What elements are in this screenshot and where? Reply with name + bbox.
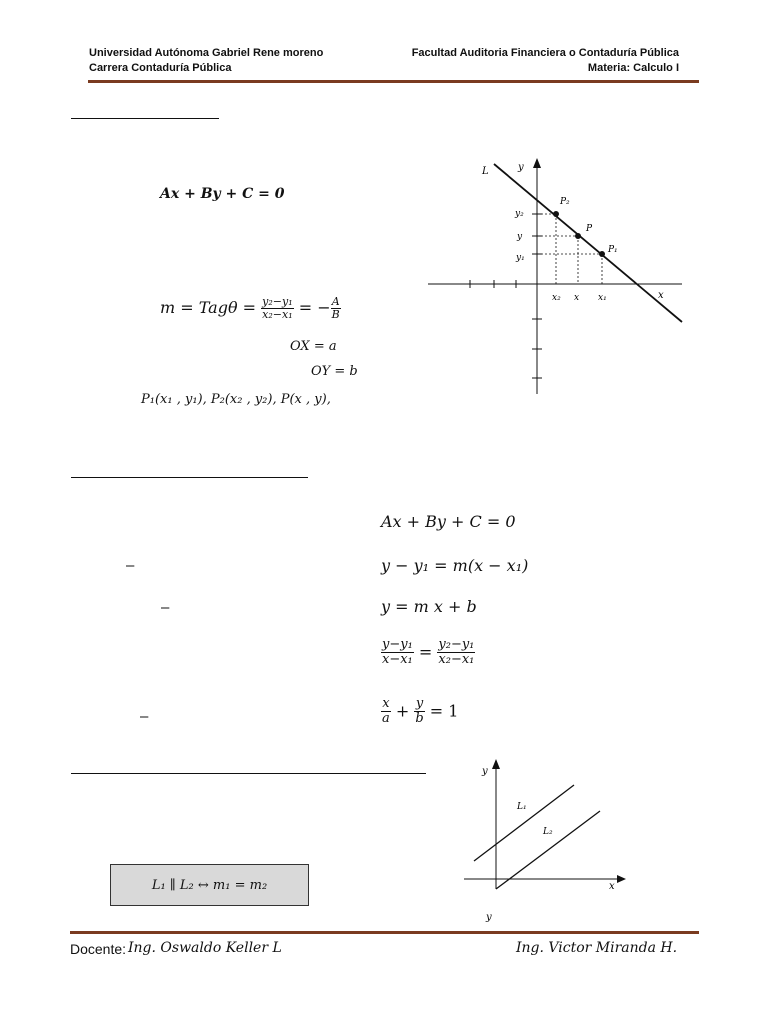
slope-lhs: m = Tagθ = xyxy=(160,298,262,318)
seg-x: x xyxy=(382,696,390,711)
line-l2 xyxy=(496,811,600,889)
header-rule xyxy=(88,80,699,83)
label-y: y xyxy=(517,232,523,242)
line-l1 xyxy=(474,785,574,861)
slope-fraction xyxy=(261,296,293,321)
docente-label: Docente: xyxy=(70,941,127,957)
two-point-left-fraction xyxy=(381,638,414,668)
seg-a: a xyxy=(382,711,390,727)
label-l1: L₁ xyxy=(517,802,527,812)
eq-two-point xyxy=(381,638,475,668)
dash-slope-intercept: – xyxy=(161,599,170,616)
two-point-den-right: x₂−x₁ xyxy=(438,652,475,668)
point-p xyxy=(575,233,581,239)
header-right xyxy=(412,46,679,76)
label-p2: P₂ xyxy=(560,197,570,207)
label-y1: y₁ xyxy=(516,253,525,263)
slope-formula xyxy=(160,296,341,321)
section1-heading-underline xyxy=(71,118,219,119)
line-graph xyxy=(420,150,690,400)
label-l2: L₂ xyxy=(543,827,553,837)
section2-heading-underline xyxy=(71,477,308,478)
two-point-right-fraction xyxy=(437,638,475,668)
header-left xyxy=(89,46,323,76)
slope-den: x₂−x₁ xyxy=(262,308,293,322)
two-point-equals: = xyxy=(418,642,433,662)
ox-equals-a: OX = a xyxy=(290,339,337,354)
seg-plus: + xyxy=(395,701,410,721)
parallel-condition: L₁ ∥ L₂ ↔ m₁ = m₂ xyxy=(151,877,268,893)
parallel-lines-graph xyxy=(460,755,630,930)
university-name: Universidad Autónoma Gabriel Rene moreno xyxy=(89,47,324,59)
dash-point-slope: – xyxy=(126,557,135,574)
label-p: P xyxy=(586,224,593,234)
y-axis-2-arrow xyxy=(492,759,500,769)
label-p1: P₁ xyxy=(608,245,618,255)
label-x2: x₂ xyxy=(552,293,561,303)
two-point-num-left: y−y₁ xyxy=(382,637,413,652)
line-l xyxy=(494,164,682,322)
label-line-l: L xyxy=(482,166,489,177)
parallel-condition-box xyxy=(110,864,309,906)
two-point-den-left: x−x₁ xyxy=(382,652,413,668)
axis-ticks xyxy=(470,214,542,378)
label-y-axis: y xyxy=(518,162,524,173)
label-x-axis: x xyxy=(658,290,664,301)
eq-general: Ax + By + C = 0 xyxy=(381,512,516,531)
eq-segmental xyxy=(381,697,458,727)
general-equation-bold: Ax + By + C = 0 xyxy=(160,186,285,202)
teacher2-signature: Ing. Victor Miranda H. xyxy=(516,940,678,956)
slope-a: A xyxy=(331,295,340,308)
point-p1 xyxy=(599,251,605,257)
label-y-top: y xyxy=(482,766,488,777)
faculty-name: Facultad Auditoria Financiera o Contaduría Pública xyxy=(411,47,679,59)
point-p2 xyxy=(553,211,559,217)
seg-rhs: = 1 xyxy=(429,701,459,721)
projection-lines xyxy=(537,214,602,284)
section3-heading-underline xyxy=(71,773,426,774)
points-definition: P₁(x₁ , y₁), P₂(x₂ , y₂), P(x , y), xyxy=(141,392,331,407)
label-y-bottom: y xyxy=(486,912,492,923)
teacher1-signature: Ing. Oswaldo Keller L xyxy=(128,940,282,956)
career-name: Carrera Contaduría Pública xyxy=(89,62,232,74)
seg-x-fraction xyxy=(381,697,391,727)
footer-rule xyxy=(70,931,699,934)
y-axis-arrow xyxy=(533,158,541,168)
label-x-axis-2: x xyxy=(609,881,615,892)
oy-equals-b: OY = b xyxy=(311,364,358,379)
seg-b: b xyxy=(415,711,424,727)
slope-ab-fraction xyxy=(331,296,341,321)
label-y2: y₂ xyxy=(515,209,524,219)
seg-y: y xyxy=(415,696,424,711)
eq-slope-intercept: y = m x + b xyxy=(381,597,477,616)
eq-point-slope: y − y₁ = m(x − x₁) xyxy=(381,556,529,575)
slope-num: y₂−y₁ xyxy=(262,295,293,308)
slope-mid: = − xyxy=(293,298,331,318)
two-point-num-right: y₂−y₁ xyxy=(438,637,475,652)
seg-y-fraction xyxy=(414,697,424,727)
slope-b: B xyxy=(331,308,340,322)
subject-name: Materia: Calculo I xyxy=(587,62,679,74)
label-x: x xyxy=(574,293,580,303)
label-x1: x₁ xyxy=(598,293,607,303)
dash-segmental: – xyxy=(140,708,149,725)
x-axis-2-arrow xyxy=(617,875,626,883)
